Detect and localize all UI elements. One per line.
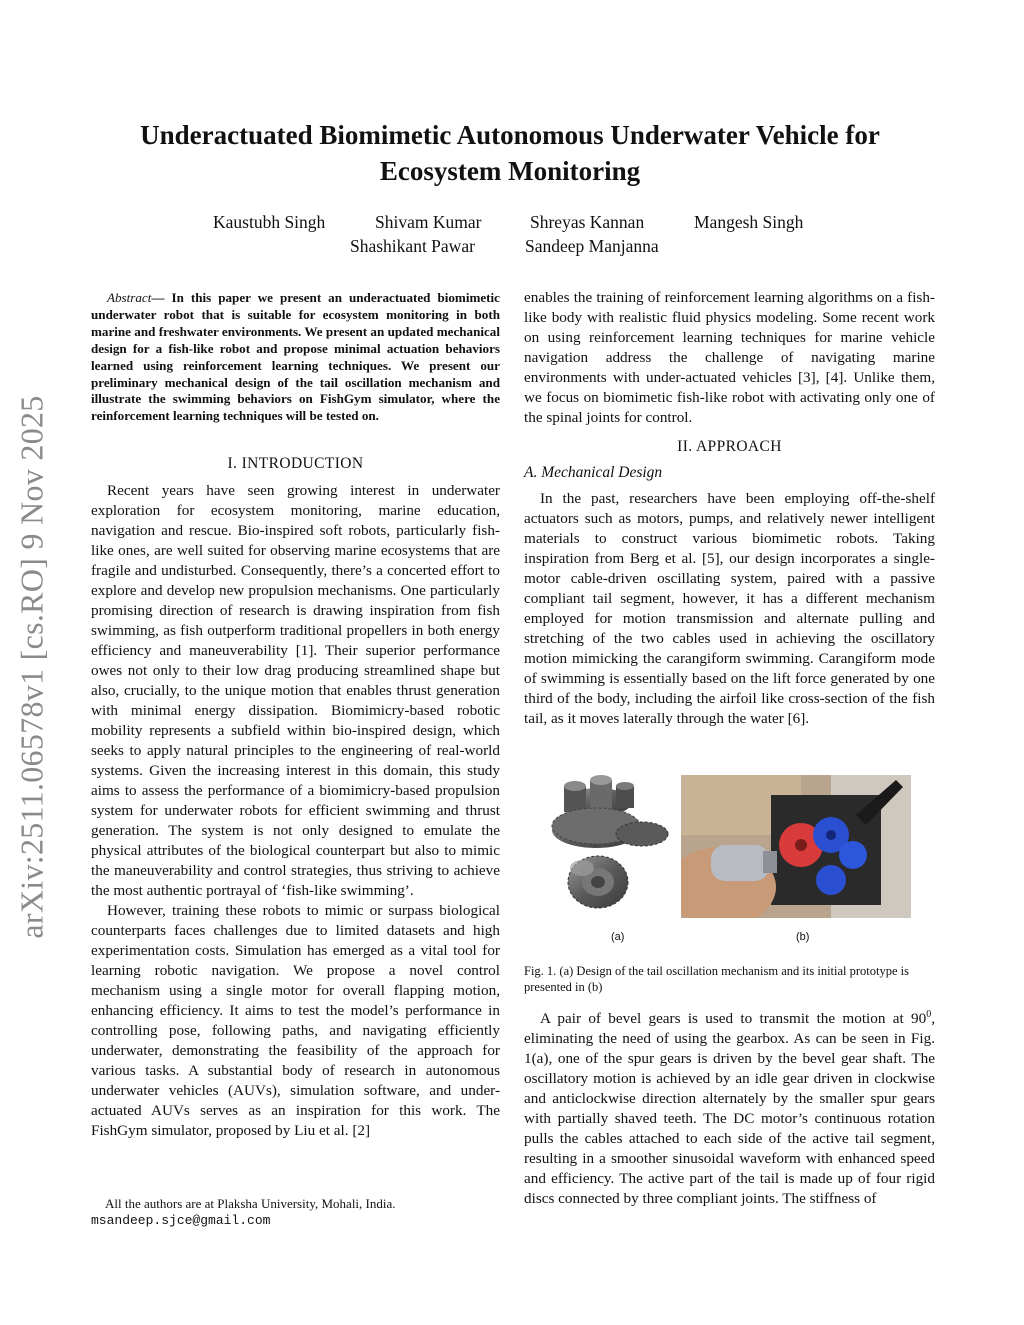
introduction-body	[91, 481, 500, 1141]
mechanical-design-paragraph: In the past, researchers have been employing off-the-shelf actuators such as motors, pumps, and relatively newer intelligent materials to construct various biomimetic robots. Taking inspiration from Berg et al. [5], our design incorporates a single-motor cable-driven oscillating system, paired with a passive compliant tail segment, however, it has a different mechanism employed for motion transmission and alternate pulling and stretching of the two cables used in achieving the oscillatory motion mimicking the carangiform swimming. Carangiform mode of swimming is essentially based on the lift force generated by one third of the body, including the airfoil like cross-section of the fish tail, as it moves laterally through the water [6].	[524, 490, 935, 727]
intro-paragraph-1: Recent years have seen growing interest in underwater exploration for ecosystem monitoring, marine education, navigation and rescue. Bio-inspired soft robots, particularly fish-like ones, are well suited for observing marine ecosystems that are fragile and undisturbed. Consequently, there’s a concerted effort to explore and develop new propulsion mechanisms. One particularly promising direction of research is drawing inspiration from fish swimming, as fish outperform traditional propellers in both energy efficiency and maneuverability [1]. Their superior performance owes not only to their low drag producing streamlined shape but also, crucially, to the unique motion that enables thrust generation with minimal energy dissipation. Biomimicry-based robotic mobility represents a subfield within bio-inspired design, which seeks to apply natural principles to the engineering of real-world systems. Given the increasing interest in this domain, this study aims to assess the performance of a biomimicry-based propulsion system for underwater robots for efficient swimming and thrust generation. The system is not only designed to emulate the physical attributes of the biological counterpart but also to mimic the maneuverability and control strategies, thus striving to achieve the most authentic portrayal of ‘fish-like swimming’.	[91, 482, 500, 899]
spur-gear-middle	[552, 808, 668, 848]
dc-motor	[711, 845, 769, 881]
degree-superscript: 0	[926, 1008, 932, 1020]
intro-paragraph-2: However, training these robots to mimic or surpass biological counterparts faces challenges due to limited datasets and high experimentation costs. Simulation has emerged as a vital tool for learning robotic navigation. We propose a novel control mechanism using a single motor for overall flapping motion, enhancing efficiency. It aims to test the model’s performance in controlling pose, following paths, and navigating efficiently underwater, demonstrating the feasibility of the approach for various tasks. A substantial body of research in autonomous underwater vehicles (AUVs), simulation software, and under-actuated AUVs serves as an inspiration for this work. The FishGym simulator, proposed by Liu et al. [2]	[91, 902, 500, 1139]
continuation-paragraph: enables the training of reinforcement learning algorithms on a fish-like body with realistic fluid physics modeling. Some recent work on using reinforcement learning techniques for marine vehicle navigation address the challenge of navigating marine environments with under-actuated vehicles [3], [4]. Unlike them, we focus on biomimetic fish-like robot with activating only one of the spinal joints for control.	[524, 289, 935, 426]
abstract-label: Abstract	[107, 290, 152, 305]
figure-label-a: (a)	[611, 931, 625, 943]
gear-description-body	[524, 1009, 935, 1209]
author-3: Shreyas Kannan	[530, 212, 645, 232]
arxiv-identifier: arXiv:2511.06578v1 [cs.RO] 9 Nov 2025	[13, 395, 50, 939]
author-4: Mangesh Singh	[694, 212, 804, 232]
blue-gear-3	[816, 865, 846, 895]
author-5: Shashikant Pawar	[350, 236, 475, 256]
footnote-affiliation: All the authors are at Plaksha University, Mohali, India.	[105, 1196, 396, 1211]
footnote	[91, 1196, 500, 1229]
author-2: Shivam Kumar	[375, 212, 482, 232]
arxiv-sidebar	[14, 378, 50, 956]
abstract-dash: —	[151, 290, 172, 305]
gear-description-paragraph	[524, 1009, 935, 1209]
figure-1-caption: Fig. 1. (a) Design of the tail oscillation mechanism and its initial prototype is presented in (b)	[524, 964, 910, 994]
bevel-gear-bottom	[568, 856, 628, 908]
author-1: Kaustubh Singh	[213, 212, 326, 232]
mechanical-design-body	[524, 489, 935, 729]
paper-title	[110, 117, 910, 189]
subsection-heading-mechanical-design: A. Mechanical Design	[524, 464, 663, 481]
right-column-continuation	[524, 288, 935, 428]
author-6: Sandeep Manjanna	[525, 236, 659, 256]
figure-1a-gear-cad	[546, 772, 676, 922]
section-heading-introduction: I. INTRODUCTION	[227, 455, 364, 472]
gear-description-text-b: , eliminating the need of using the gearbox. As can be seen in Fig. 1(a), one of the spur gears is driven by the bevel gear shaft. The oscillatory motion is achieved by an idle gear driven in clockwise and anticlockwise direction alternately by the smaller spur gears with partially shaved teeth. The DC motor’s continuous rotation pulls the cables attached to each side of the active tail segment, resulting in a smoother sinusoidal waveform with enhanced speed and efficiency. The active part of the tail is made up of four rigid discs connected by three compliant joints. The stiffness of	[524, 1010, 935, 1207]
title-line-2: Ecosystem Monitoring	[379, 156, 641, 186]
section-heading-approach: II. APPROACH	[677, 438, 782, 455]
title-line-1: Underactuated Biomimetic Autonomous Underwater Vehicle for	[140, 120, 880, 150]
figure-1b-prototype-photo	[681, 775, 911, 918]
figure-label-b: (b)	[796, 931, 810, 943]
footnote-email: msandeep.sjce@gmail.com	[91, 1213, 271, 1228]
abstract-text: In this paper we present an underactuated biomimetic underwater robot that is suitable for ecosystem monitoring in both marine and freshwater environments. We present an updated mechanical design for a fish-like robot and propose minimal actuation behaviors learned using reinforcement learning techniques. We present our preliminary mechanical design of the tail oscillation mechanism and illustrate the swimming behaviors on FishGym simulator, where the reinforcement learning techniques will be tested on.	[91, 290, 500, 424]
blue-gear-2	[839, 841, 867, 869]
gear-description-text-a: A pair of bevel gears is used to transmit the motion at 90	[540, 1010, 927, 1027]
abstract	[91, 290, 500, 425]
